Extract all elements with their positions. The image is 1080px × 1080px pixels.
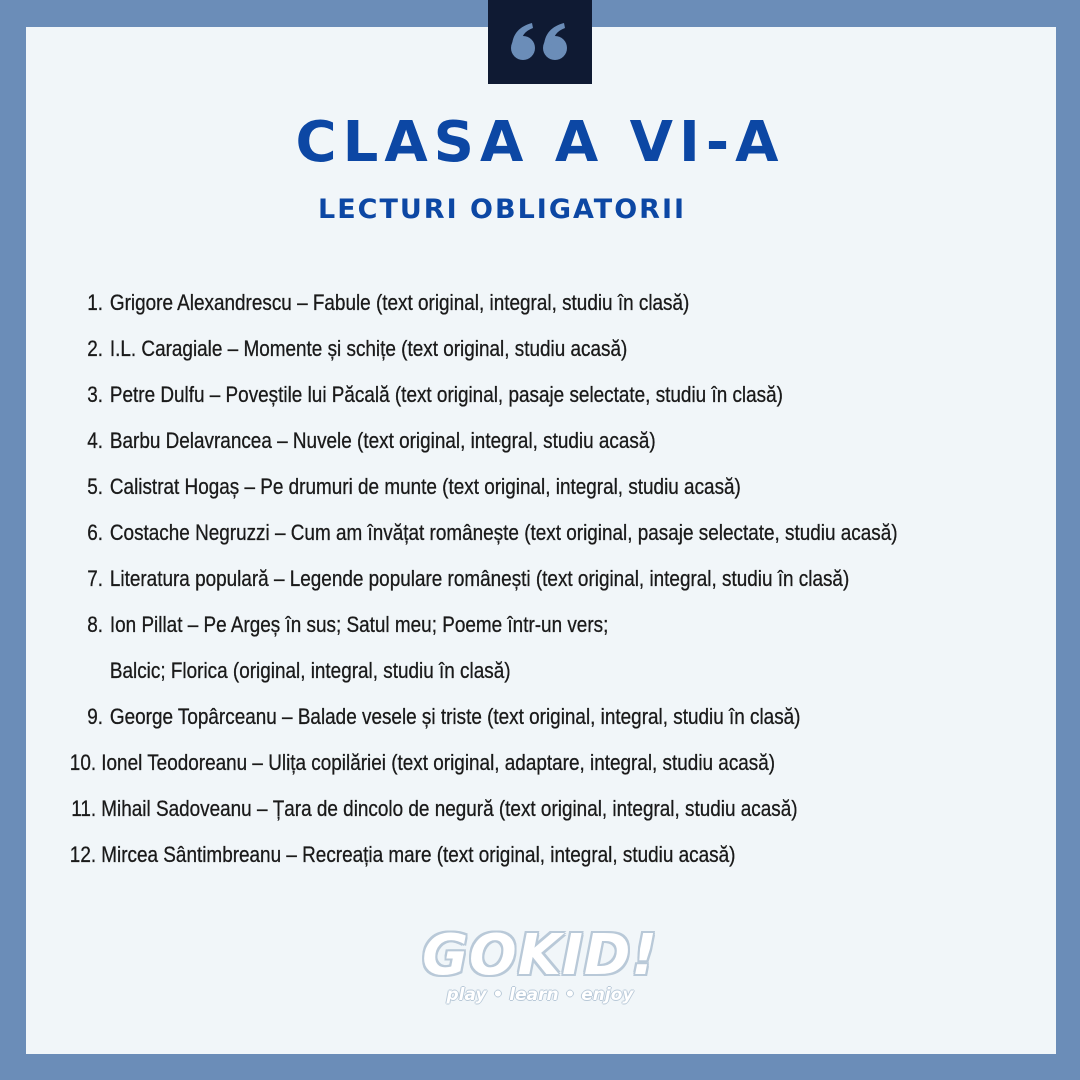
list-item-text: Costache Negruzzi – Cum am învățat românește (text original, pasaje selectate, studiu acasă) [109,520,898,545]
quote-badge [488,0,592,84]
list-item-text: Literatura populară – Legende populare românești (text original, integral, studiu în clasă) [109,566,850,591]
list-item-text: Calistrat Hogaș – Pe drumuri de munte (text original, integral, studiu acasă) [109,474,741,499]
list-item [60,740,911,786]
list-item-text: Barbu Delavrancea – Nuvele (text original, integral, studiu acasă) [109,428,656,453]
list-item-number: 7. [87,566,103,591]
page-title: CLASA A VI-A [295,110,785,175]
list-item-number: 9. [87,704,103,729]
list-item-number: 4. [87,428,103,453]
list-item [60,556,911,602]
list-item-number: 3. [87,382,103,407]
list-item-continuation [60,648,911,694]
list-item-text: Mircea Sântimbreanu – Recreația mare (text original, integral, studiu acasă) [101,842,736,867]
logo-wordmark: GOKID! [422,923,658,988]
list-item-number: 2. [87,336,103,361]
list-item-number: 12. [69,842,97,867]
page-subtitle: LECTURI OBLIGATORII [318,194,687,225]
quote-icon [508,22,572,62]
list-item-number: 11. [71,796,97,821]
list-item [60,280,911,326]
list-item [60,602,911,648]
list-item-text: Grigore Alexandrescu – Fabule (text original, integral, studiu în clasă) [109,290,690,315]
reading-list [60,280,1050,878]
list-item [60,326,911,372]
list-item [60,464,911,510]
list-item [60,694,911,740]
list-item-number: 10. [69,750,97,775]
list-item [60,786,911,832]
list-item-number: 8. [87,612,103,637]
list-item-text-continued: Balcic; Florica (original, integral, studiu în clasă) [109,658,511,683]
list-item [60,510,911,556]
list-item-text: George Topârceanu – Balade vesele și triste (text original, integral, studiu în clasă) [109,704,801,729]
list-item [60,418,911,464]
list-item-text: Ionel Teodoreanu – Ulița copilăriei (text original, adaptare, integral, studiu acasă) [101,750,776,775]
list-item [60,372,911,418]
list-item-number: 6. [87,520,103,545]
list-item-number: 1. [87,290,103,315]
list-item-text: Petre Dulfu – Poveștile lui Păcală (text original, pasaje selectate, studiu în clasă) [109,382,783,407]
list-item-number: 5. [87,474,103,499]
list-item-text: Mihail Sadoveanu – Țara de dincolo de negură (text original, integral, studiu acasă) [101,796,798,821]
gokid-logo [380,924,700,1014]
logo-tagline: play • learn • enjoy [446,985,634,1005]
list-item-text: I.L. Caragiale – Momente și schițe (text original, studiu acasă) [109,336,628,361]
list-item [60,832,911,878]
list-item-text: Ion Pillat – Pe Argeș în sus; Satul meu; Poeme într-un vers; [109,612,609,637]
